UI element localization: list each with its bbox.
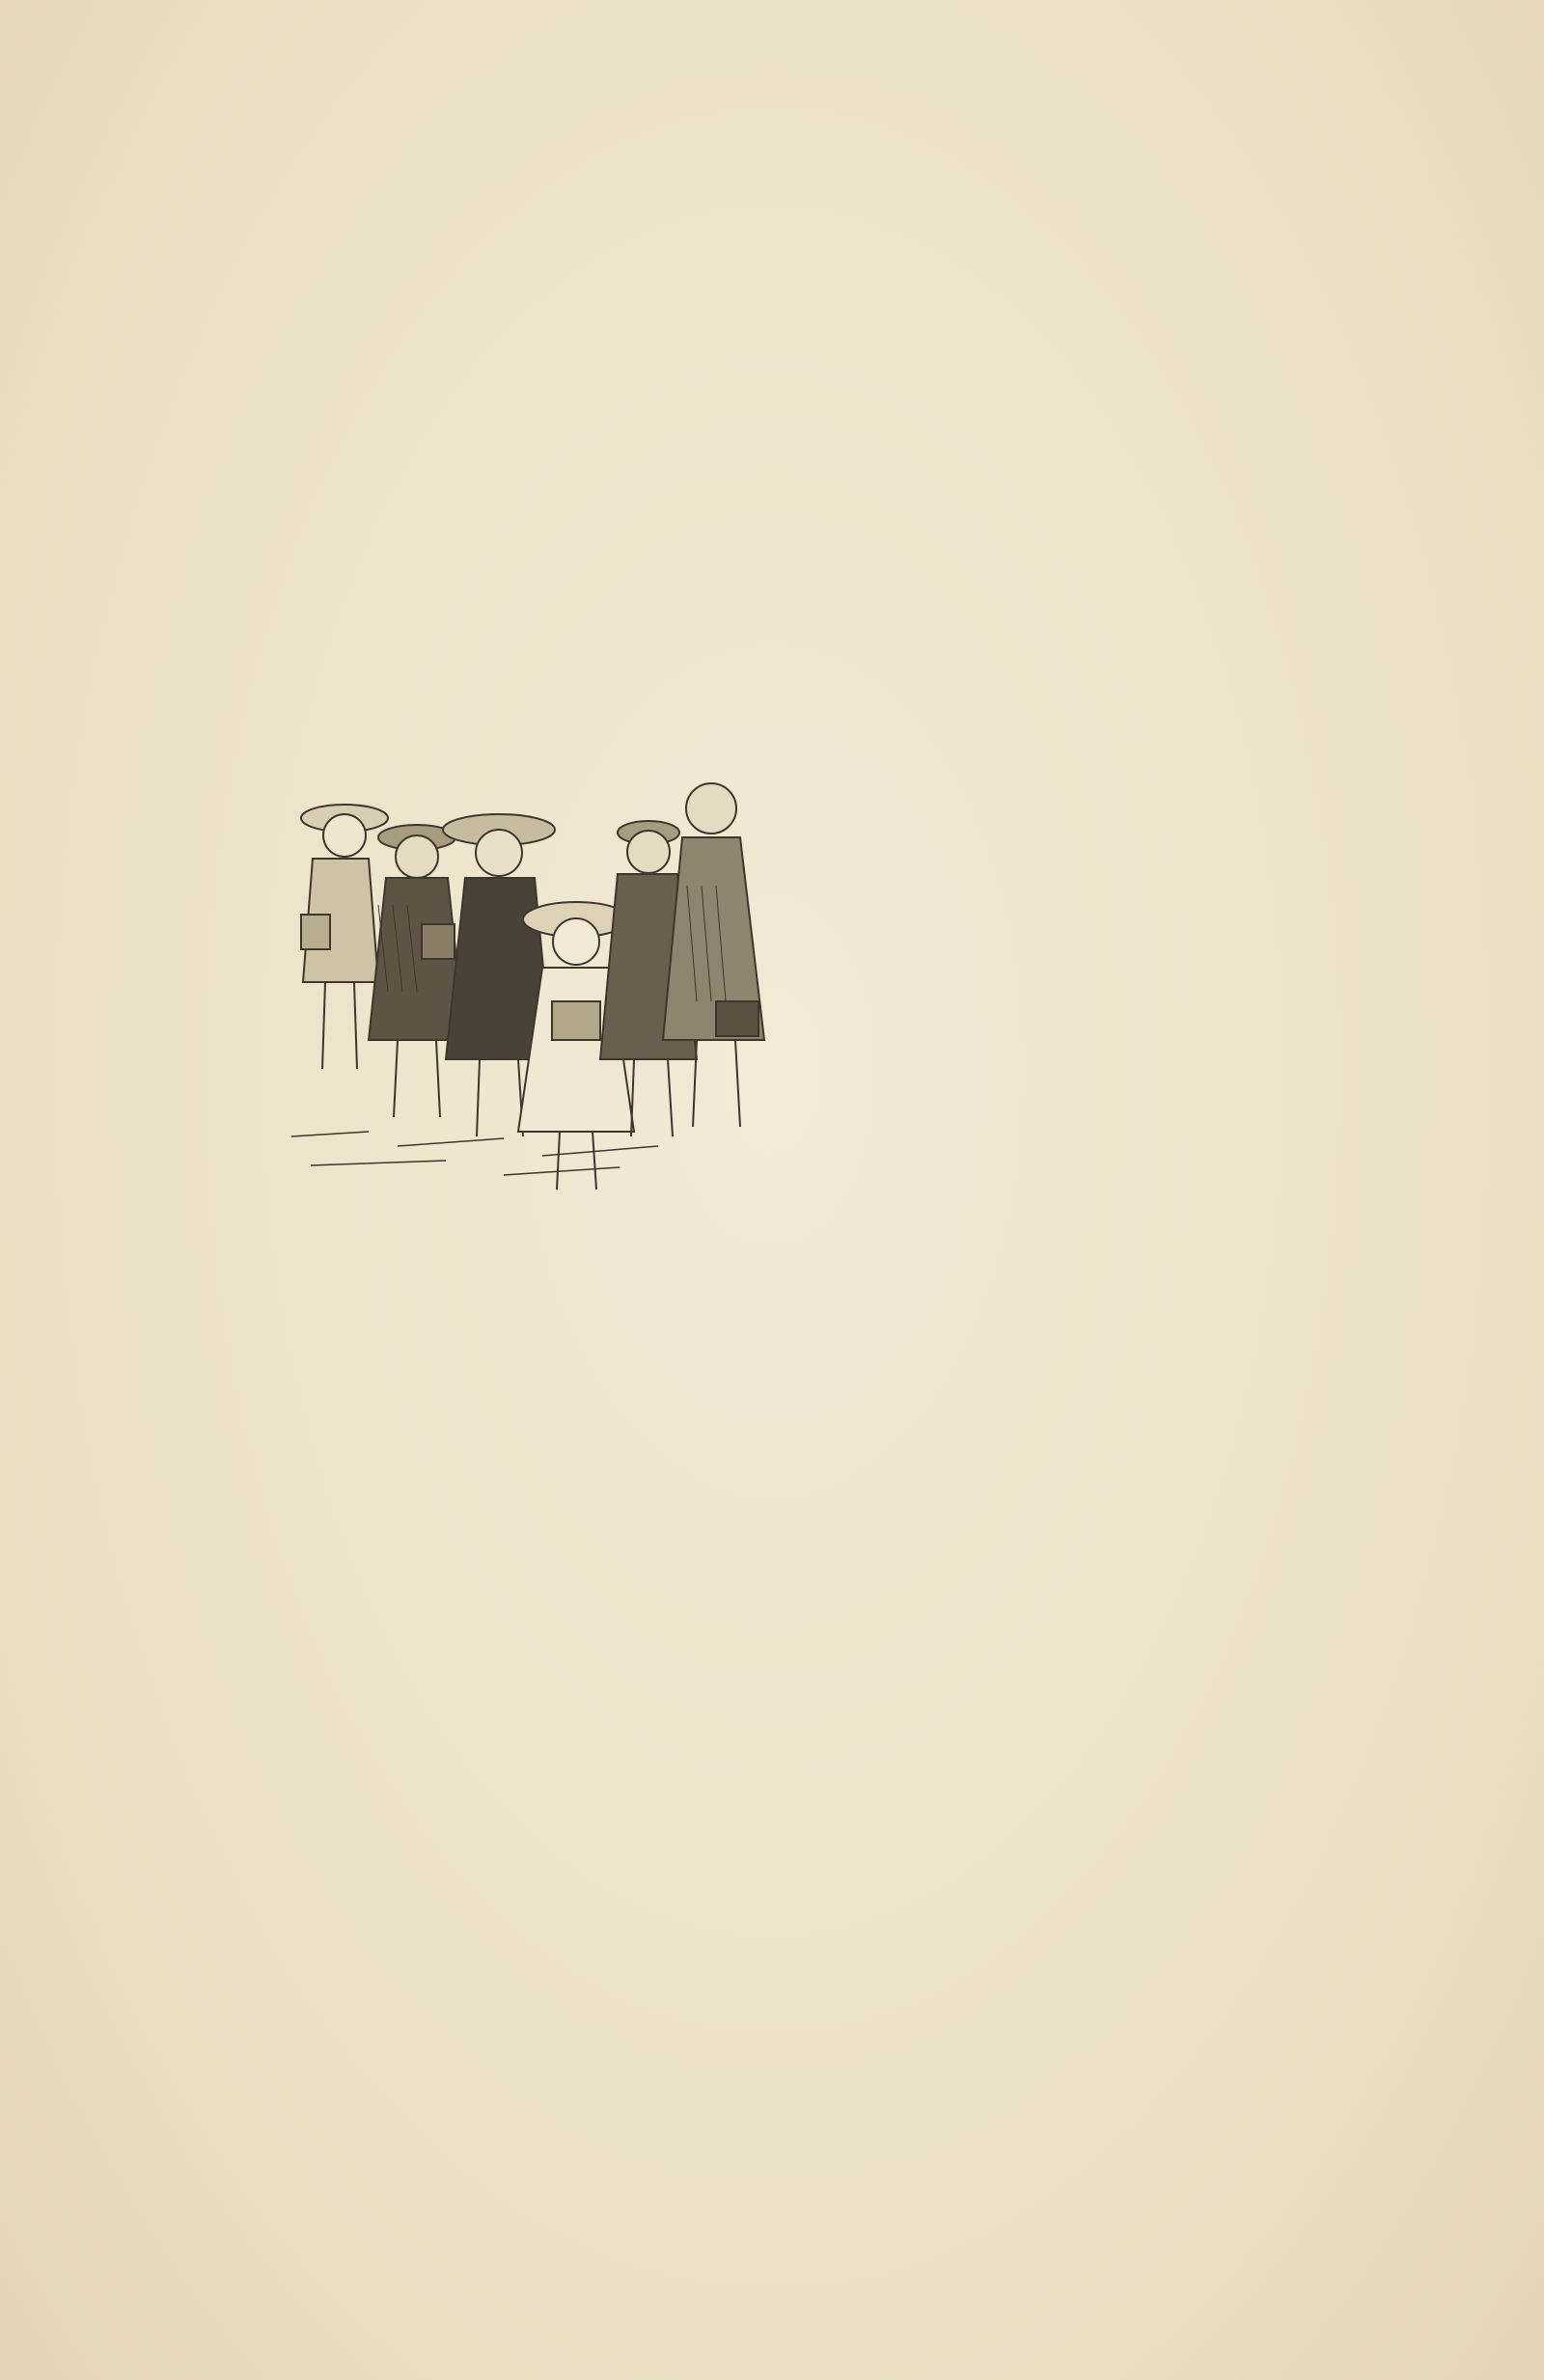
engraving-illustration xyxy=(253,751,774,1214)
illustration-children-walking xyxy=(253,751,774,1214)
